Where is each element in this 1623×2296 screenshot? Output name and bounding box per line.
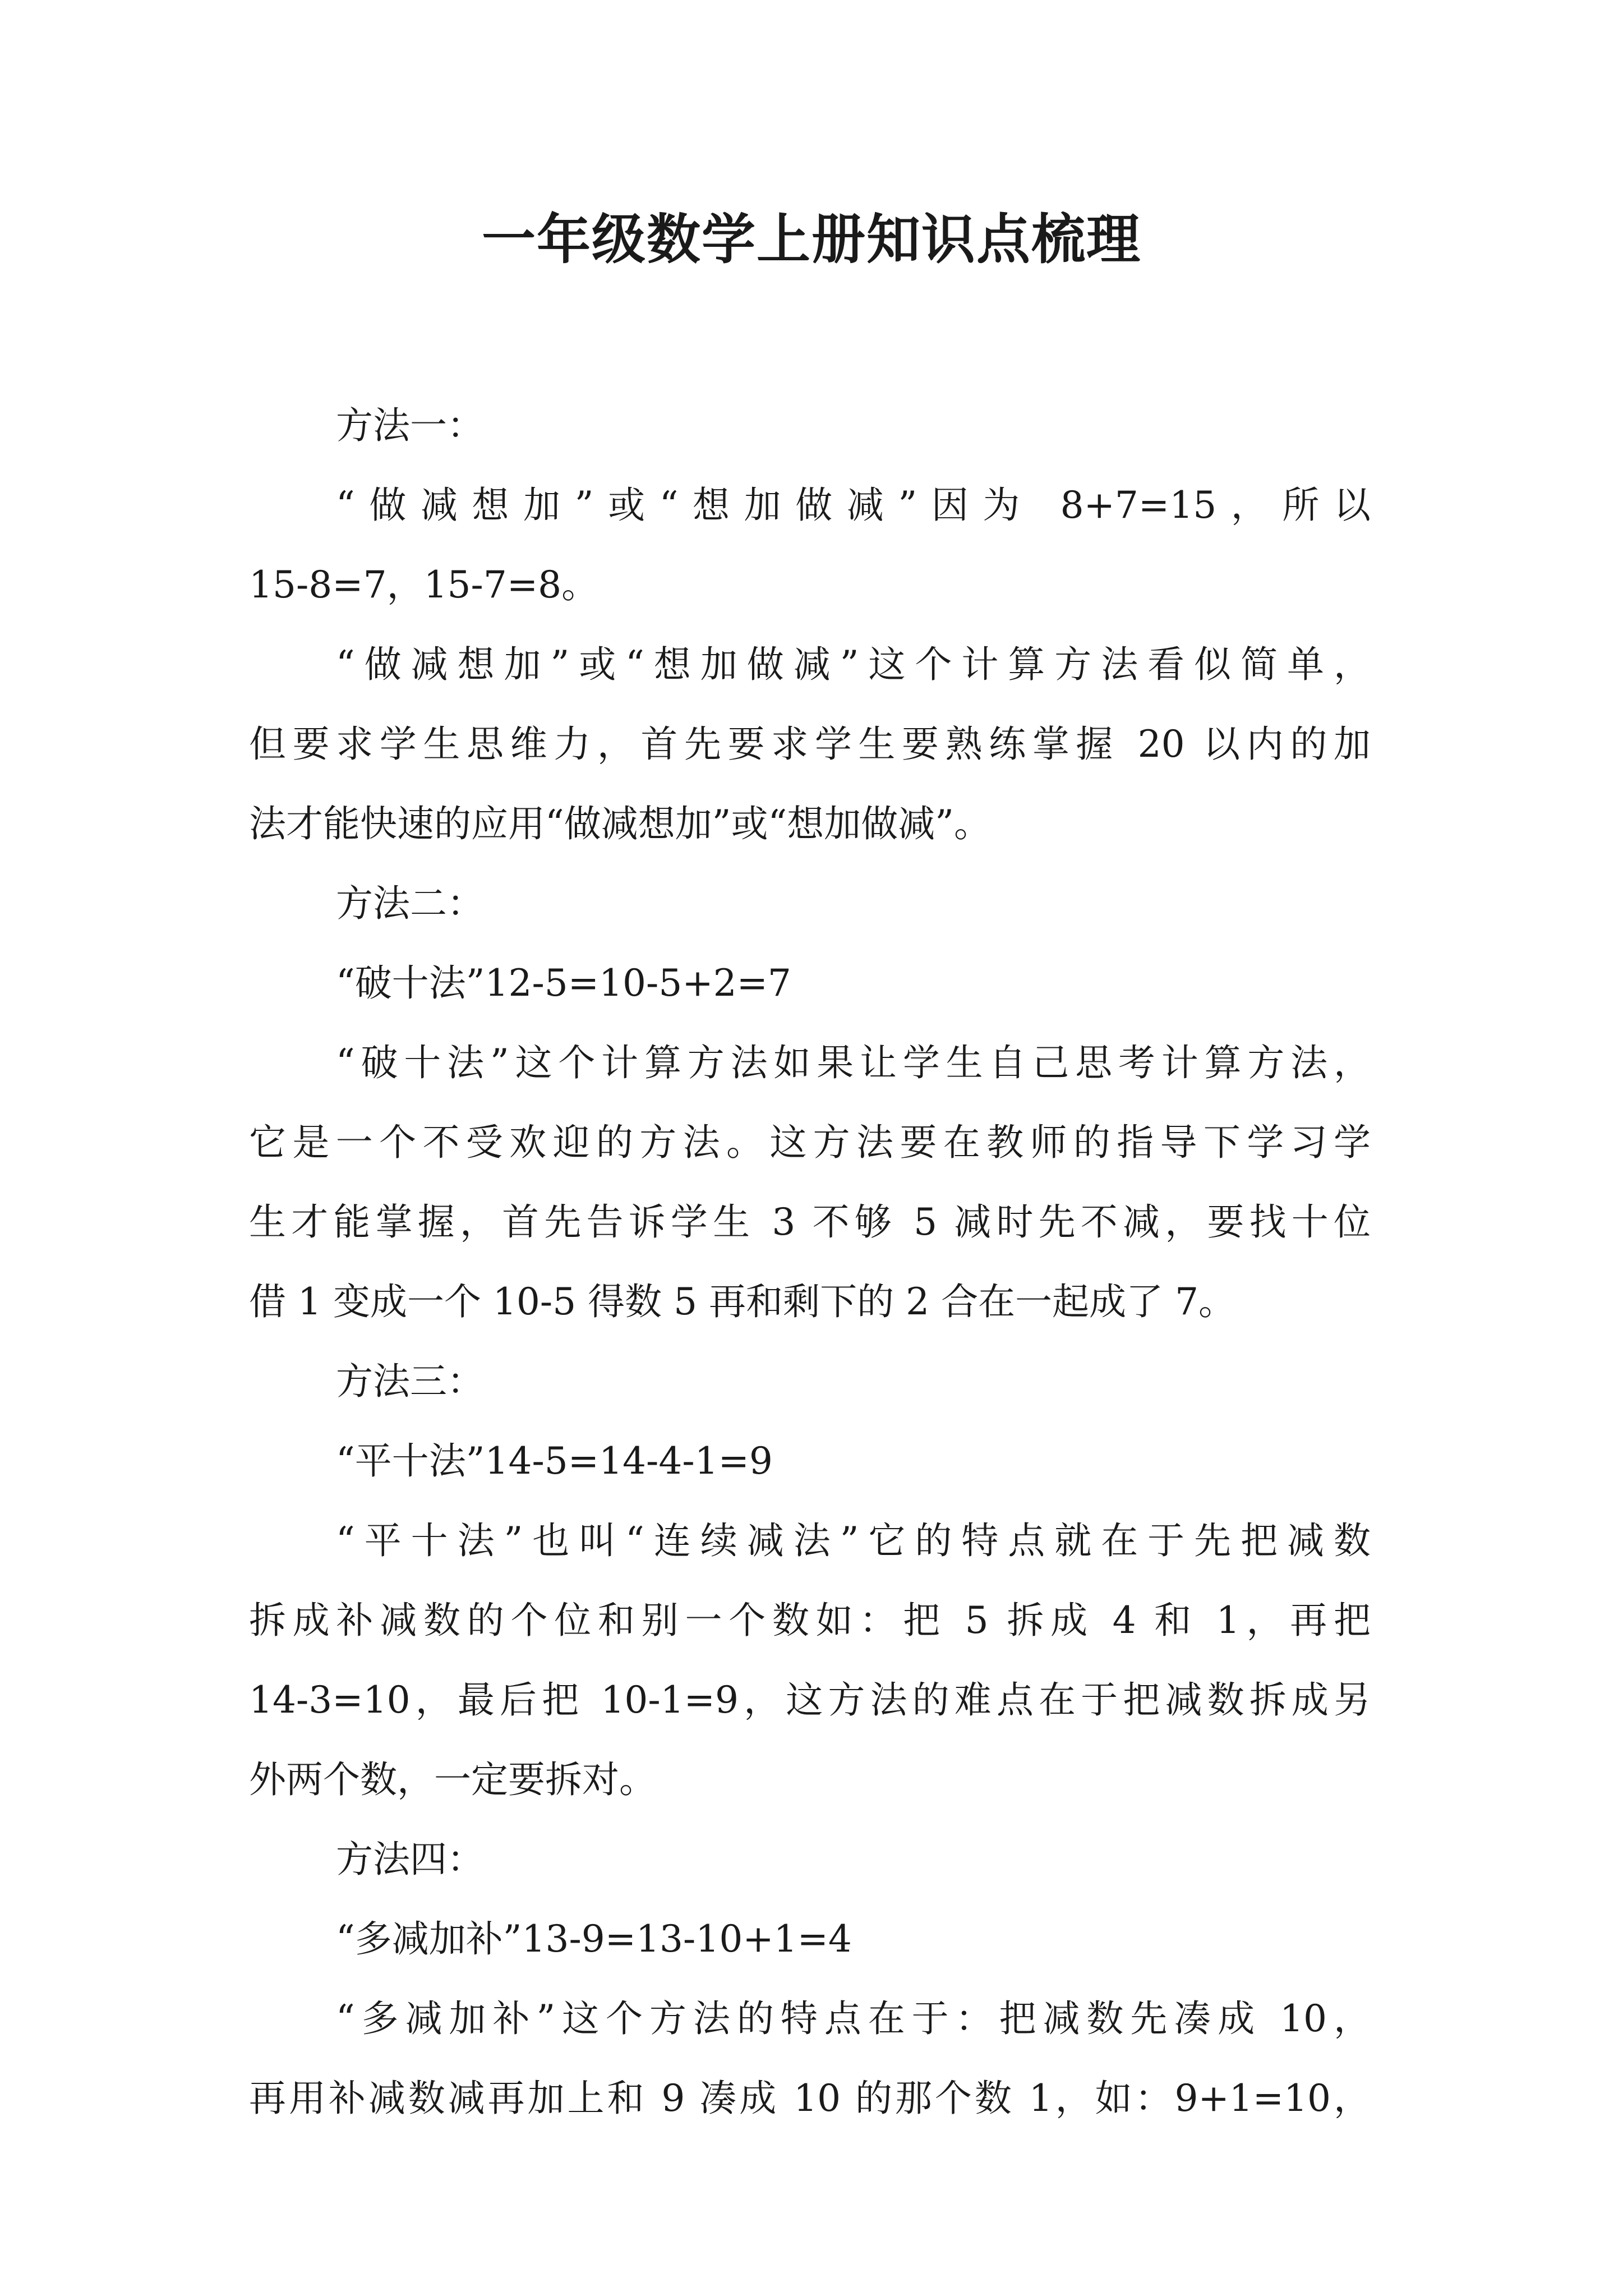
paragraph-line: 它是一个不受欢迎的方法。这方法要在教师的指导下学习学 (249, 1121, 1371, 1164)
paragraph-line: “平十法”也叫“连续减法”它的特点就在于先把减数 (336, 1519, 1371, 1562)
paragraph-line: 再用补减数减再加上和 9 凑成 10 的那个数 1，如：9+1=10， (249, 2077, 1371, 2120)
paragraph-line: 生才能掌握，首先告诉学生 3 不够 5 减时先不减，要找十位 (249, 1200, 1371, 1244)
paragraph-line: 方法二： (336, 882, 484, 925)
paragraph-line: 方法三： (336, 1360, 484, 1403)
document-body (249, 386, 1371, 2138)
paragraph-line: “做减想加”或“想加做减”这个计算方法看似简单， (336, 643, 1371, 686)
paragraph-line: “破十法”这个计算方法如果让学生自己思考计算方法， (336, 1041, 1371, 1084)
paragraph-line: “多减加补”13-9=13-10+1=4 (336, 1917, 852, 1961)
paragraph-line: “平十法”14-5=14-4-1=9 (336, 1439, 773, 1483)
paragraph-line: 方法四： (336, 1838, 484, 1881)
paragraph-line: 方法一： (336, 404, 484, 447)
paragraph-line: 外两个数，一定要拆对。 (249, 1758, 656, 1801)
document-title: 一年级数学上册知识点梳理 (482, 208, 1141, 271)
paragraph-line: 15-8=7，15-7=8。 (249, 563, 599, 606)
paragraph-line: 但要求学生思维力，首先要求学生要熟练掌握 20 以内的加 (249, 723, 1371, 766)
paragraph-line: 借 1 变成一个 10-5 得数 5 再和剩下的 2 合在一起成了 7。 (249, 1280, 1236, 1323)
paragraph-line: 14-3=10，最后把 10-1=9，这方法的难点在于把减数拆成另 (249, 1678, 1371, 1722)
paragraph-line: “做减想加”或“想加做减”因为 8+7=15，所以 (336, 484, 1371, 527)
paragraph-line: 拆成补减数的个位和别一个数如：把 5 拆成 4 和 1，再把 (249, 1599, 1371, 1642)
paragraph-line: “多减加补”这个方法的特点在于：把减数先凑成 10， (336, 1997, 1371, 2040)
paragraph-line: 法才能快速的应用“做减想加”或“想加做减”。 (249, 802, 991, 845)
paragraph-line: “破十法”12-5=10-5+2=7 (336, 961, 791, 1005)
